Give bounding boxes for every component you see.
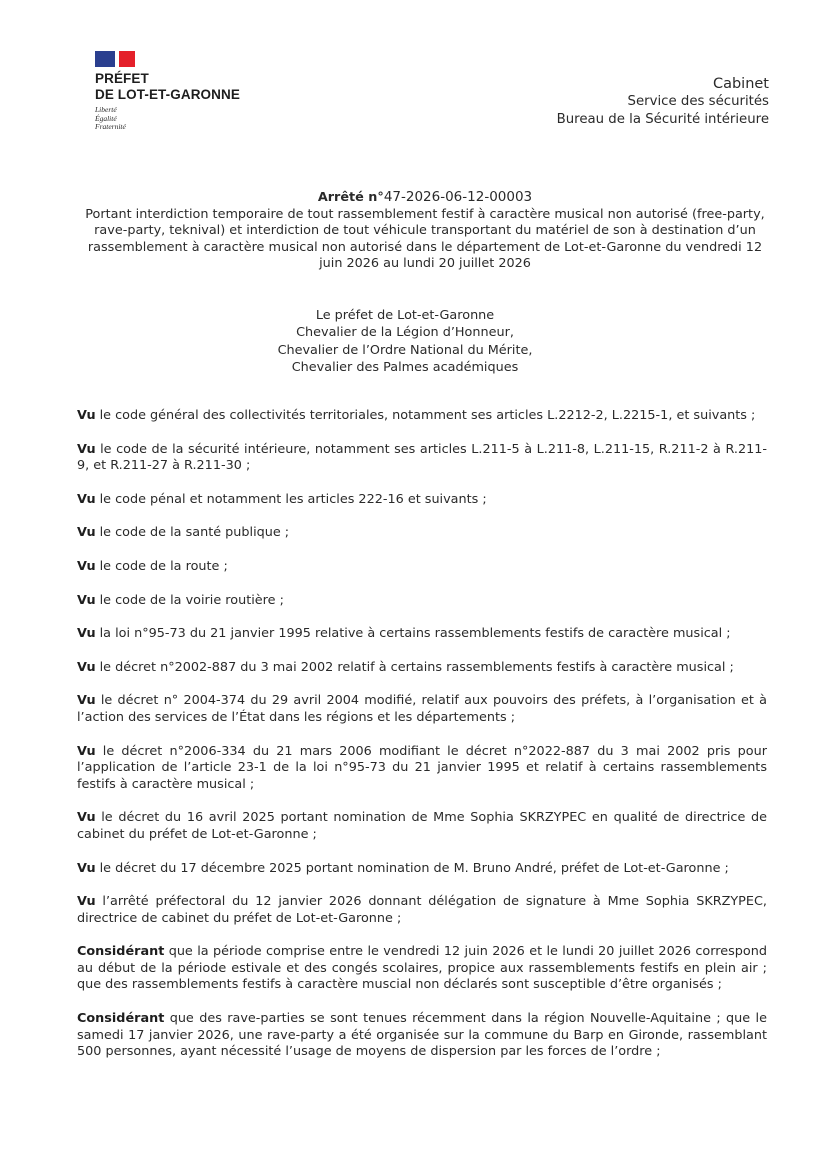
paragraph-text: le code de la santé publique ; (95, 525, 290, 541)
logo-line2: DE LOT-ET-GARONNE (95, 87, 240, 102)
paragraph-text: le décret n°2002-887 du 3 mai 2002 relatif à certains rassemblements festifs à caractère musical ; (95, 659, 734, 675)
visa-paragraph (77, 744, 767, 794)
visa-paragraph (77, 525, 767, 542)
arrete-title (80, 189, 770, 273)
paragraph-lead: Vu (77, 558, 96, 574)
visa-paragraph (77, 810, 767, 843)
paragraph-text: le décret du 16 avril 2025 portant nomination de Mme Sophia SKRZYPEC en qualité de directrice de cabinet du préfet de Lot-et-Garonne ; (77, 810, 767, 842)
paragraph-text: le code général des collectivités territoriales, notamment ses articles L.2212-2, L.2215-1, et suivants ; (95, 408, 756, 423)
motto (95, 106, 275, 132)
visa-paragraph (77, 660, 767, 677)
visa-paragraph (77, 559, 767, 576)
marianne-flag-icon (95, 51, 135, 67)
paragraph-lead: Vu (77, 659, 96, 675)
paragraph-text: le code de la voirie routière ; (95, 592, 284, 608)
paragraph-lead: Vu (77, 441, 96, 457)
service-cabinet: Cabinet (712, 76, 769, 92)
service-header (557, 75, 769, 129)
paragraph-text: que des rave-parties se sont tenues récemment dans la région Nouvelle-Aquitaine ; que le samedi 17 janvier 2026, une rave-party a été organisée sur la commune du Barp en Gironde, rassemblant 500 personnes, ayant nécessité l’usage de moyens de dispersion par les forces de l’ordre ; (77, 1011, 767, 1060)
prefecture-logo (95, 51, 275, 132)
paragraph-lead: Vu (77, 491, 96, 507)
arrete-label: Arrêté n° (317, 190, 384, 205)
logo-line1: PRÉFET (95, 71, 149, 86)
motto-liberte: Liberté (95, 105, 117, 114)
arrete-heading (80, 189, 770, 207)
paragraph-lead: Vu (77, 626, 96, 642)
prefet-line2: Chevalier de la Légion d’Honneur, (296, 325, 514, 341)
paragraph-lead: Vu (77, 693, 96, 709)
visa-paragraph (77, 492, 767, 509)
arrete-number: 47-2026-06-12-00003 (383, 189, 533, 205)
paragraph-text: que la période comprise entre le vendredi 12 juin 2026 et le lundi 20 juillet 2026 correspond au début de la période estivale et des congés scolaires, propice aux rassemblements festifs en plein air ; que des rassemblements festifs à caractère muscial non déclarés sont susceptible d’être organisés ; (77, 944, 767, 993)
paragraph-lead: Vu (77, 860, 96, 876)
motto-fraternite: Fraternité (95, 122, 126, 131)
paragraph-text: le code de la route ; (95, 558, 228, 574)
considerant-paragraph (77, 944, 767, 994)
visa-paragraph (77, 626, 767, 643)
visa-paragraph (77, 408, 767, 425)
prefet-line4: Chevalier des Palmes académiques (291, 360, 519, 376)
paragraph-lead: Vu (77, 592, 96, 608)
paragraph-text: le décret du 17 décembre 2025 portant nomination de M. Bruno André, préfet de Lot-et-Garonne ; (95, 860, 729, 876)
paragraph-lead: Vu (77, 525, 96, 541)
paragraph-lead: Vu (77, 743, 96, 759)
paragraph-text: le code pénal et notamment les articles 222-16 et suivants ; (95, 491, 487, 507)
paragraph-lead: Considérant (77, 1011, 165, 1027)
service-securites: Service des sécurités (627, 94, 769, 109)
paragraph-text: l’arrêté préfectoral du 12 janvier 2026 donnant délégation de signature à Mme Sophia SKRZYPEC, directrice de cabinet du préfet de Lot-et-Garonne ; (77, 894, 767, 926)
paragraph-lead: Vu (77, 810, 96, 826)
paragraph-text: la loi n°95-73 du 21 janvier 1995 relative à certains rassemblements festifs de caractère musical ; (95, 626, 731, 642)
visa-paragraph (77, 894, 767, 927)
prefet-line1: Le préfet de Lot-et-Garonne (315, 308, 495, 323)
arrete-subject: Portant interdiction temporaire de tout rassemblement festif à caractère musical non autorisé (free-party, rave-party, teknival) et interdiction de tout véhicule transportant du matériel de son à destination d’un rassemblement à caractère musical non autorisé dans le département de Lot-et-Garonne du vendredi 12 juin 2026 au lundi 20 juillet 2026 (85, 206, 765, 272)
service-bureau: Bureau de la Sécurité intérieure (556, 112, 769, 127)
paragraph-text: le décret n°2006-334 du 21 mars 2006 modifiant le décret n°2022-887 du 3 mai 2002 pris pour l’application de l’article 23-1 de la loi n°95-73 du 21 janvier 1995 et relatif à certains rassemblements festifs à caractère musical ; (77, 743, 767, 792)
paragraph-lead: Considérant (77, 944, 165, 960)
paragraph-lead: Vu (77, 408, 96, 423)
prefet-titles (200, 307, 610, 377)
flag-red-band (119, 51, 135, 67)
motto-egalite: Égalité (95, 113, 117, 123)
considerant-paragraph (77, 1011, 767, 1061)
paragraph-lead: Vu (77, 894, 96, 910)
prefet-line3: Chevalier de l’Ordre National du Mérite, (277, 342, 533, 358)
flag-blue-band (95, 51, 115, 67)
paragraph-text: le décret n° 2004-374 du 29 avril 2004 modifié, relatif aux pouvoirs des préfets, à l’organisation et à l’action des services de l’État dans les régions et les départements ; (77, 693, 767, 725)
visa-paragraph (77, 442, 767, 475)
document-body (77, 408, 767, 1061)
visa-paragraph (77, 861, 767, 878)
visa-paragraph (77, 693, 767, 726)
paragraph-text: le code de la sécurité intérieure, notamment ses articles L.211-5 à L.211-8, L.211-15, R.211-2 à R.211-9, et R.211-27 à R.211-30 ; (77, 441, 767, 474)
visa-paragraph (77, 593, 767, 610)
